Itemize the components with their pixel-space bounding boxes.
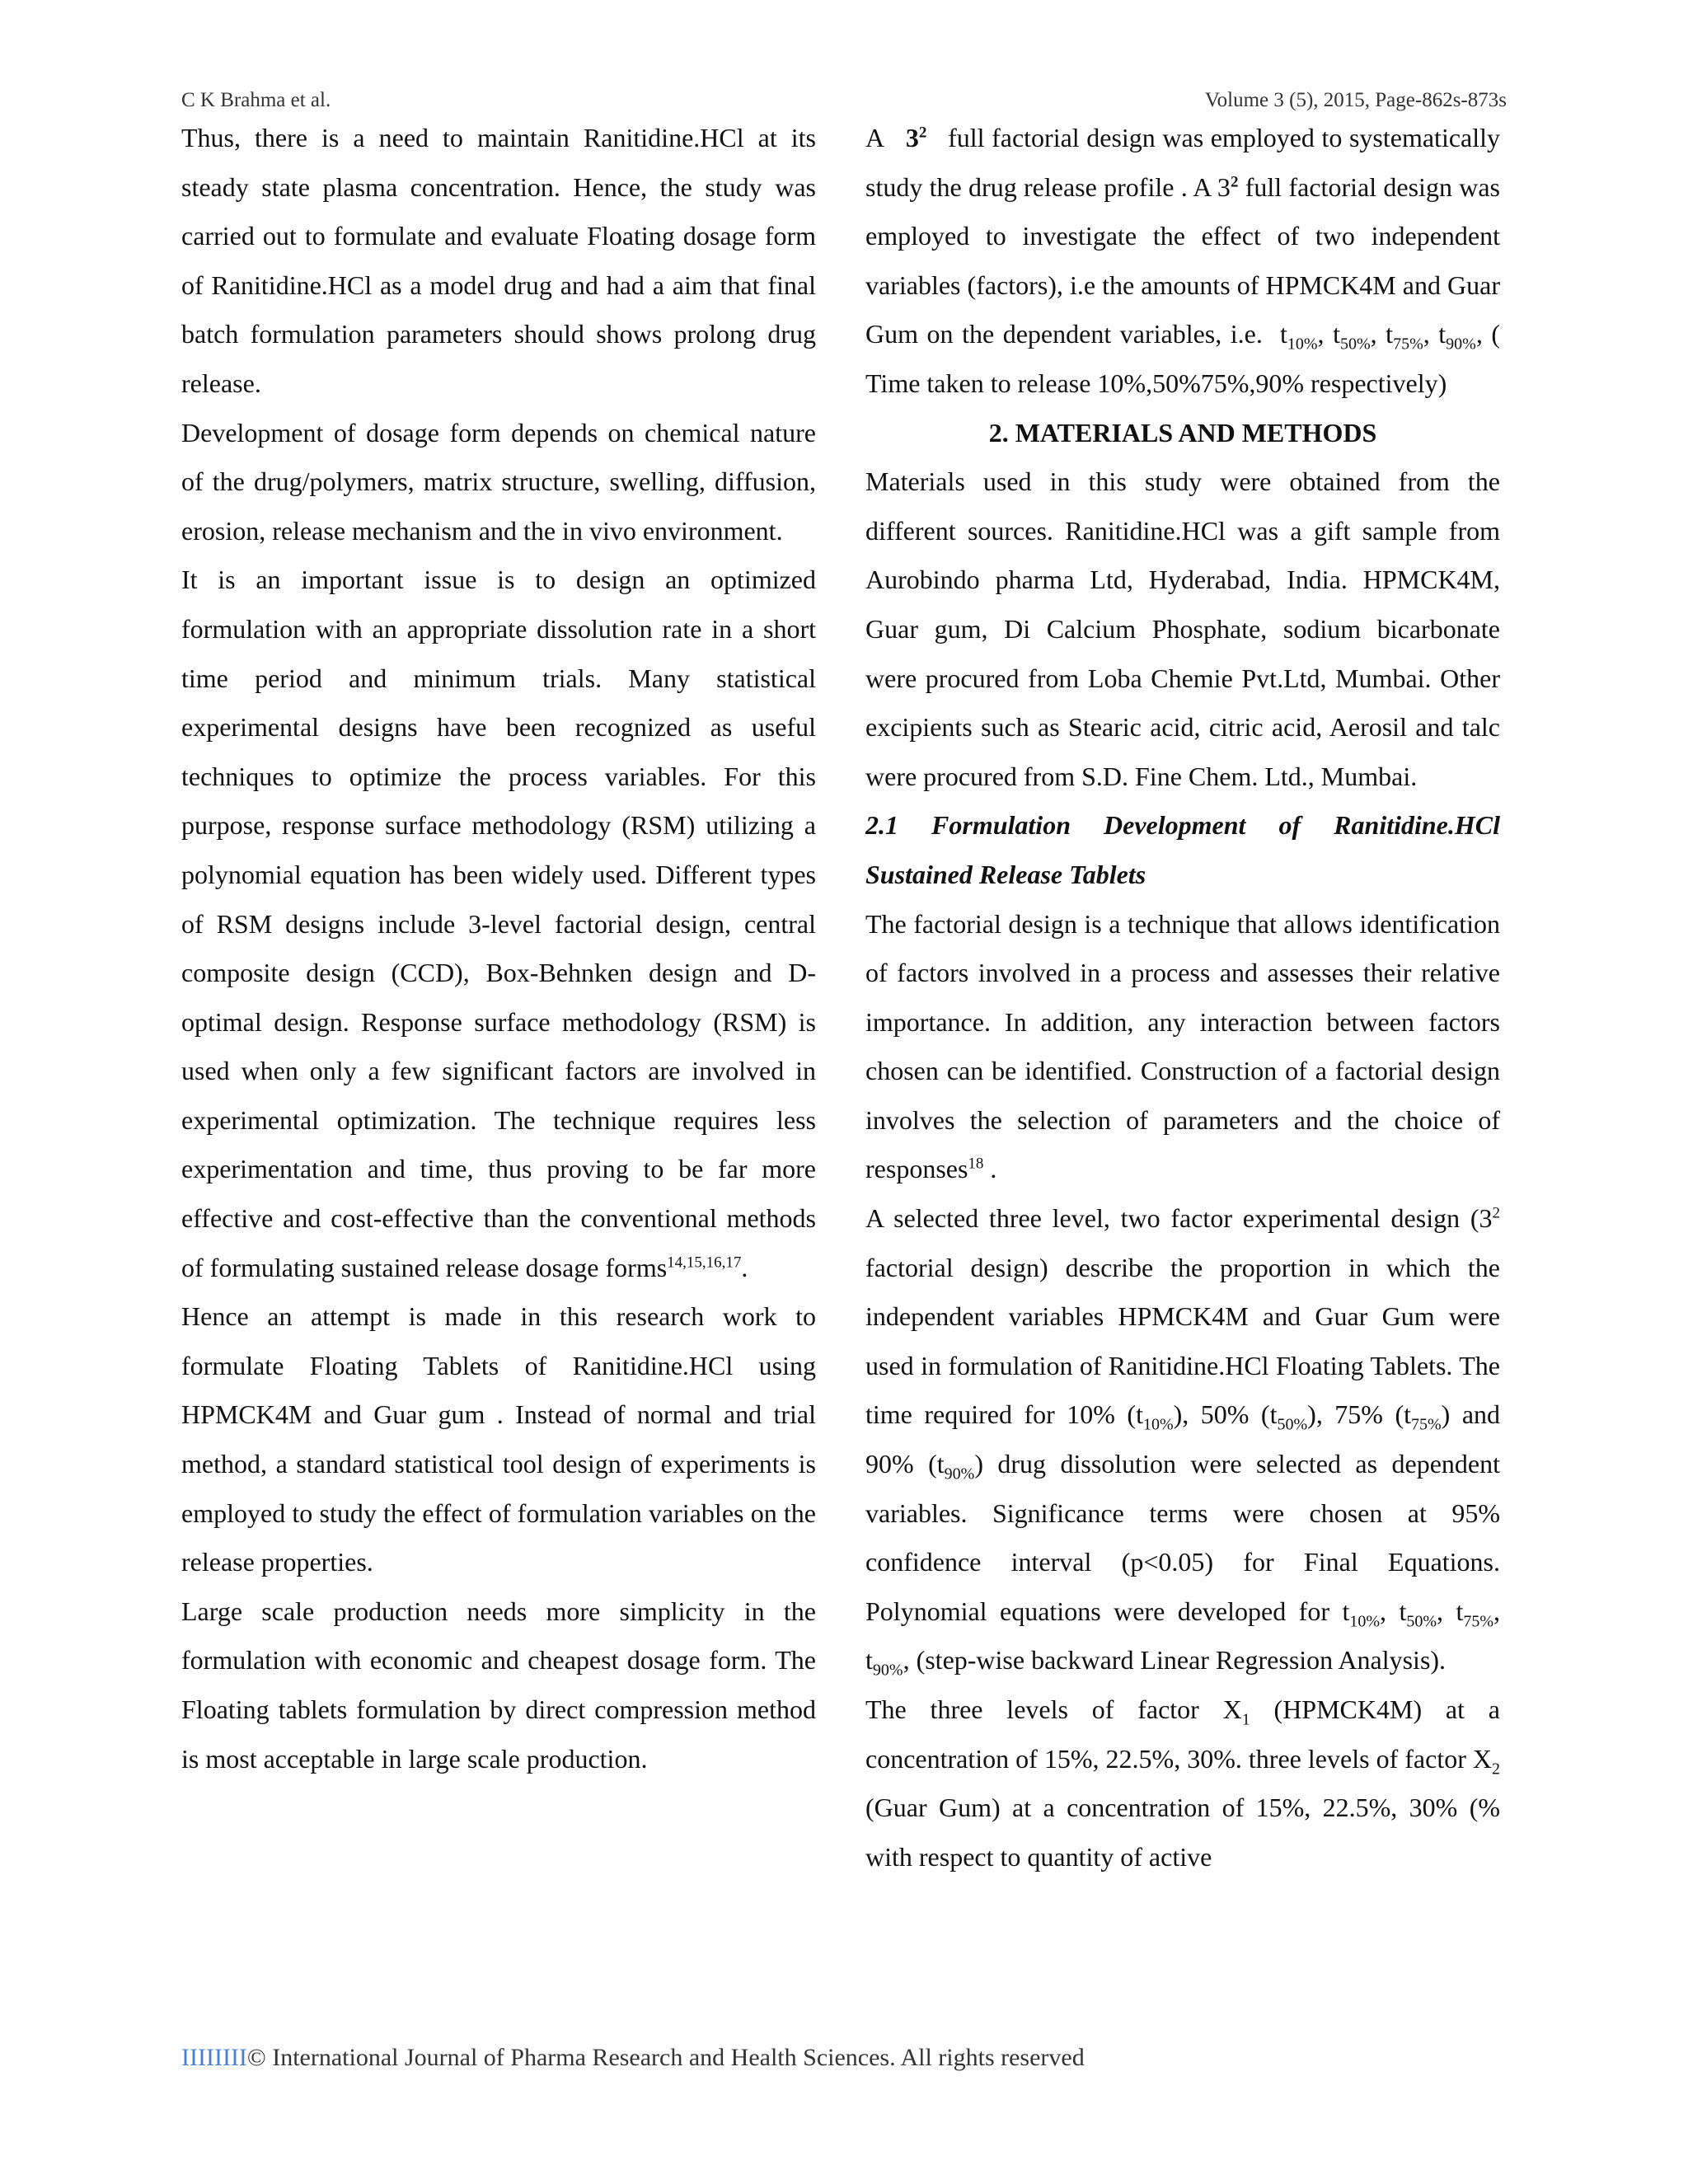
- paragraph-optimized-formulation: It is an important issue is to design an optimized formulation with an appropriate dissolution rate in a short time period and minimum trials. Many statistical experimental designs have been recognized as useful techniques to optimize the process variables. For this purpose, response surface methodology (RSM) utilizing a polynomial equation has been widely used. Different types of RSM designs include 3-level factorial design, central composite design (CCD), Box-Behnken design and D-optimal design. Response surface methodology (RSM) is used when only a few significant factors are involved in experimental optimization. The technique requires less experimentation and time, thus proving to be far more effective and cost-effective than the conventional methods of formulating sustained release dosage forms$^{14,15,16,17}$.: [181, 565, 816, 1282]
- citation-18: 18: [968, 1155, 984, 1173]
- running-header-volume: Volume 3 (5), 2015, Page-862s-873s: [1204, 89, 1507, 111]
- paragraph-dosage-form-development: Development of dosage form depends on chemical nature of the drug/polymers, matrix structure, swelling, diffusion, erosion, release mechanism and the in vivo environment.: [181, 417, 816, 546]
- paragraph-factorial-technique: The factorial design is a technique that allows identification of factors involved in a process and assesses their relative importance. In addition, any interaction between factors chosen can be identified. Construction of a factorial design involves the selection of parameters and the choice of responses$^{18}$ .: [865, 908, 1500, 1184]
- footer-copyright-text: © International Journal of Pharma Research and Health Sciences. All rights reserved: [246, 2044, 1085, 2071]
- section-heading-materials-methods: 2. MATERIALS AND METHODS: [988, 417, 1377, 448]
- subsection-heading-formulation-development: 2.1 Formulation Development of Ranitidine.HCl Sustained Release Tablets: [865, 810, 1500, 889]
- paragraph-research-attempt: Hence an attempt is made in this research work to formulate Floating Tablets of Ranitidine.HCl using HPMCK4M and Guar gum . Instead of normal and trial method, a standard statistical tool design of experiments is employed to study the effect of formulation variables on the release properties.: [181, 1301, 816, 1577]
- paragraph-factor-levels: The three levels of factor $X_1$ (HPMCK4M) at a concentration of 15%, 22.5%, 30%. three levels of factor $X_2$ (Guar Gum) at a concentration of 15%, 22.5%, 30% (% with respect to quantity of active: [865, 1694, 1501, 1872]
- left-column: [181, 114, 816, 1783]
- right-column: [865, 114, 1500, 1882]
- paragraph-need-steady-state: Thus, there is a need to maintain Ranitidine.HCl at its steady state plasma concentration. Hence, the study was carried out to formulate and evaluate Floating dosage form of Ranitidine.HCl as a model drug and had a aim that final batch formulation parameters should shows prolong drug release.: [181, 123, 816, 398]
- running-header-authors: C K Brahma et al.: [181, 89, 331, 111]
- paragraph-experimental-design: A selected three level, two factor experimental design ($3^2$ factorial design) describe the proportion in which the independent variables HPMCK4M and Guar Gum were used in formulation of Ranitidine.HCl Floating Tablets. The time required for 10% $(t_{10\%})$, 50% $(t_{50\%})$, 75% $(t_{75\%})$ and 90% $(t_{90\%})$ drug dissolution were selected as dependent variables. Significance terms were chosen at 95% confidence interval (p<0.05) for Final Equations. Polynomial equations were developed for $t_{10\%}$, $t_{50\%}$, $t_{75\%}$, $t_{90\%}$, (step-wise backward Linear Regression Analysis).: [865, 1203, 1501, 1680]
- paragraph-factorial-design: A $3^2$ full factorial design was employed to systematically study the drug release profile . A $3^2$ full factorial design was employed to investigate the effect of two independent variables (factors), i.e the amounts of HPMCK4M and Guar Gum on the dependent variables, i.e. $t_{10\%}$, $t_{50\%}$, $t_{75\%}$, $t_{90\%}$, ( Time taken to release 10%,50%75%,90% respectively): [865, 123, 1501, 398]
- footer-bars: IIIIIIII: [181, 2044, 247, 2071]
- copyright-footer: [181, 2044, 1085, 2072]
- paragraph-large-scale-production: Large scale production needs more simplicity in the formulation with economic and cheapest dosage form. The Floating tablets formulation by direct compression method is most acceptable in large scale production.: [181, 1596, 816, 1774]
- citation-14-17: 14,15,16,17: [667, 1254, 742, 1271]
- paragraph-materials: Materials used in this study were obtained from the different sources. Ranitidine.HCl was a gift sample from Aurobindo pharma Ltd, Hyderabad, India. HPMCK4M, Guar gum, Di Calcium Phosphate, sodium bicarbonate were procured from Loba Chemie Pvt.Ltd, Mumbai. Other excipients such as Stearic acid, citric acid, Aerosil and talc were procured from S.D. Fine Chem. Ltd., Mumbai.: [865, 466, 1500, 791]
